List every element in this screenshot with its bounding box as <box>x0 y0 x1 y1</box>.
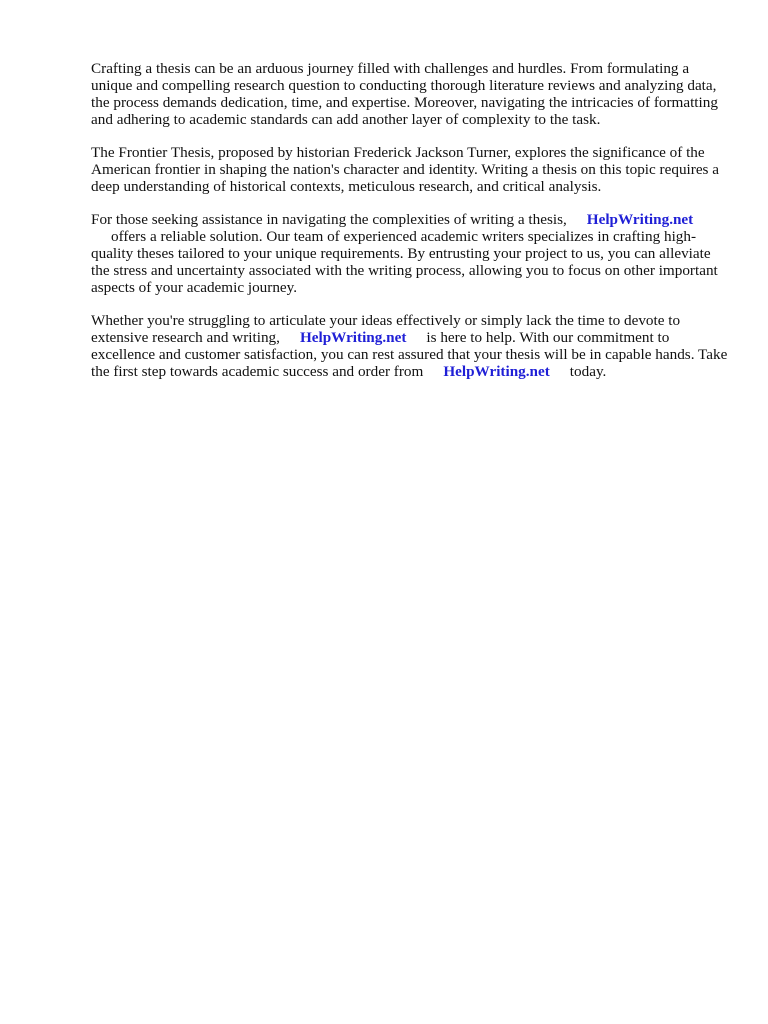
paragraph-assistance-text-before: For those seeking assistance in navigating the complexities of writing a thesis, <box>91 211 567 228</box>
paragraph-call-to-action <box>91 312 731 380</box>
helpwriting-link[interactable]: HelpWriting.net <box>299 329 407 346</box>
helpwriting-link[interactable]: HelpWriting.net <box>586 211 694 228</box>
paragraph-intro: Crafting a thesis can be an arduous journey filled with challenges and hurdles. From formulating a unique and compelling research question to conducting thorough literature reviews and analyzing data, the process demands dedication, time, and expertise. Moreover, navigating the intricacies of formatting and adhering to academic standards can add another layer of complexity to the task. <box>91 60 718 128</box>
paragraph-frontier-thesis: The Frontier Thesis, proposed by historian Frederick Jackson Turner, explores the significance of the American frontier in shaping the nation's character and identity. Writing a thesis on this topic requires a deep understanding of historical contexts, meticulous research, and critical analysis. <box>91 144 720 195</box>
paragraph-cta-text-before: Whether you're struggling to articulate your ideas effectively or simply lack the time to devote to extensive research and writing, <box>91 312 681 346</box>
paragraph-assistance <box>91 211 731 296</box>
paragraph-cta-text-middle: is here to help. With our commitment to excellence and customer satisfaction, you can rest assured that your thesis will be in capable hands. Take the first step towards academic success and order from <box>91 329 728 380</box>
paragraph-cta-text-after: today. <box>569 363 607 380</box>
helpwriting-link-order[interactable]: HelpWriting.net <box>443 363 550 380</box>
paragraph-assistance-text-after: offers a reliable solution. Our team of experienced academic writers specializes in crafting high-quality theses tailored to your unique requirements. By entrusting your project to us, you can alleviate the stress and uncertainty associated with the writing process, allowing you to focus on other important aspects of your academic journey. <box>91 228 718 296</box>
document-page <box>91 60 731 396</box>
